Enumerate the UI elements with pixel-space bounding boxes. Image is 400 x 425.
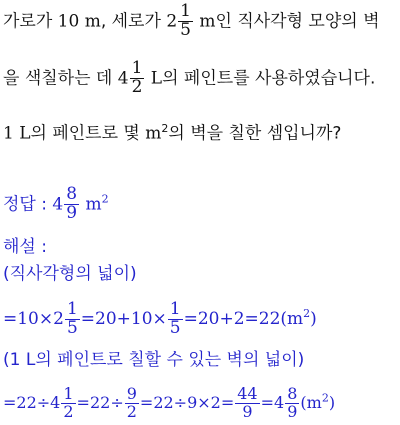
eq2-f1-num: 1 [63,384,74,403]
eq1-part-c: =20+2=22(m [183,308,304,329]
q1-text-e: 인 직사각형 모양의 벽 [215,11,380,32]
answer-fraction-den: 9 [66,202,78,223]
eq1-part-d: ) [310,308,317,329]
q1-text-a: 가로가 [3,11,58,32]
per-liter-title: (1 L의 페인트로 칠할 수 있는 벽의 넓이) [3,350,305,370]
eq2-part-c: =22÷9×2= [139,392,235,412]
eq1-fraction-1 [65,301,80,338]
eq1-f2-den: 5 [169,317,181,338]
q2-fraction-den: 2 [131,76,143,97]
q2-text-c: 의 페인트를 사용하였습니다. [162,68,376,89]
eq2-part-a: =22÷4 [3,392,61,412]
q3-unit-sup: 2 [161,122,169,135]
eq2-part-f: ) [328,392,336,412]
q2-fraction [130,60,145,97]
question-line-3 [3,123,341,143]
q3-text-b: 의 페인트로 몇 [30,123,146,144]
q3-unit: m [145,123,162,144]
eq2-sup: 2 [321,391,329,405]
q1-mixed-whole: 2 [166,11,178,32]
answer-whole: 4 [52,194,64,215]
answer-label: 정답 : [3,194,53,215]
eq2-fraction-3 [235,386,259,421]
q2-unit: L [145,68,163,89]
eq2-f2-num: 9 [126,384,137,403]
eq1-part-b: =20+10× [80,308,167,329]
answer-unit-sup: 2 [101,192,109,206]
eq2-part-e: (m [300,392,322,412]
eq2-f1-den: 2 [63,401,74,421]
eq2-fraction-4 [285,386,299,421]
q3-text-d: 의 벽을 칠한 셈입니까? [168,123,342,144]
q1-fraction [178,3,193,40]
eq1-f1-num: 1 [66,299,78,319]
eq2-fraction-2 [125,386,139,421]
answer-fraction [64,186,79,223]
eq2-f3-num: 44 [237,384,258,403]
eq2-f2-den: 2 [126,401,137,421]
eq1-sup: 2 [303,307,311,321]
eq2-fraction-1 [61,386,75,421]
answer-fraction-num: 8 [66,184,78,204]
area-title: (직사각형의 넓이) [3,264,137,284]
eq2-f4-num: 8 [287,384,298,403]
eq1-fraction-2 [168,301,183,338]
q1-fraction-num: 1 [180,1,191,21]
solution-header: 해설 : [3,237,47,257]
eq1-part-a: =10×2 [3,308,64,329]
q1-unit: m [193,11,216,32]
question-line-2 [3,60,375,97]
question-line-1 [3,3,380,40]
eq2-f4-den: 9 [287,401,298,421]
q2-text-a: 을 색칠하는 데 [3,68,118,89]
equation-1 [3,301,317,338]
eq1-f2-num: 1 [169,299,181,319]
eq2-part-d: =4 [260,392,285,412]
equation-2 [3,386,335,421]
answer-unit: m [80,194,102,215]
q1-width: 10 m [57,11,101,32]
eq2-f3-den: 9 [242,401,253,421]
eq1-f1-den: 5 [66,317,78,338]
q2-mixed-whole: 4 [117,68,129,89]
q2-fraction-num: 1 [131,58,143,78]
eq2-part-b: =22÷ [76,392,124,412]
q1-fraction-den: 5 [180,19,191,40]
q1-text-c: , 세로가 [100,11,167,32]
answer-line [3,186,109,223]
q3-liter: 1 L [3,123,31,144]
